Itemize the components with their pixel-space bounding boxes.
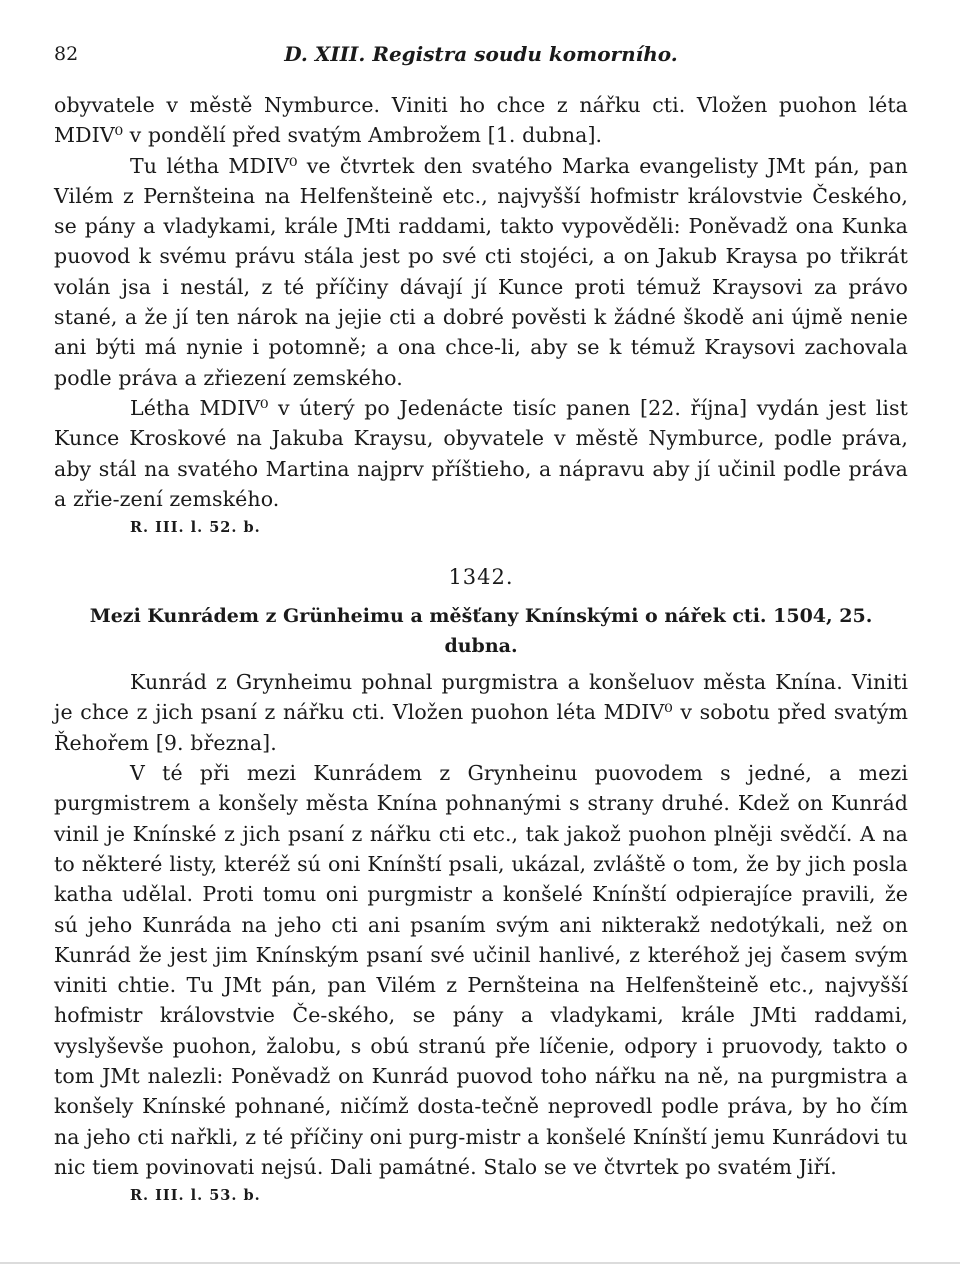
page-header <box>54 38 908 70</box>
entry-heading: Mezi Kunrádem z Grünheimu a měšťany Knínskými o nářek cti. 1504, 25. dubna. <box>89 605 873 658</box>
page-bottom-edge <box>0 1262 960 1264</box>
paragraph: obyvatele v městě Nymburce. Viniti ho chce z nářku cti. Vložen puohon léta MDIV⁰ v pondělí před svatým Ambrožem [1. dubna]. <box>54 93 908 148</box>
paragraph: V té při mezi Kunrádem z Grynheinu puovodem s jedné, a mezi purgmistrem a konšely města Knína pohnanými s strany druhé. Kdež on Kunrád vinil je Knínské z jich psaní z nářku cti etc., tak jakož puohon plněji svědčí. A na to některé listy, kteréž sú oni Knínští psali, ukázal, zvláště o tom, že by jich posla katha udělal. Proti tomu oni purgmistr a konšelé Knínští odpierajíce pravili, že sú jeho Kunráda na jeho cti ani psaním svým ani nikterakž nedotýkali, než on Kunrád že jest jim Knínským psaní své učinil hanlivé, z kteréhož jej časem svým viniti chtie. Tu JMt pán, pan Vilém z Pernšteina na Helfenšteině etc., najvyšší hofmistr královstvie Če-ského, se pány a vladykami, krále JMti raddami, vyslyševše puohon, žalobu, s obú stranú pře líčenie, odpory i pruovody, takto o tom JMt nalezli: Poněvadž on Kunrád puovod toho nářku na ně, na purgmistra a konšely Knínské pohnané, ničímž dosta-tečně neprovedl podle práva, by ho čím na jeho cti nařkli, z té příčiny oni purg-mistr a konšelé Knínští jemu Kunrádovi tu nic tiem povinovati nejsú. Dali památné. Stalo se ve čtvrtek po svatém Jiří. <box>54 761 908 1179</box>
running-title: D. XIII. Registra soudu komorního. <box>284 42 678 66</box>
source-reference: R. III. l. 52. b. <box>130 519 261 537</box>
entry-number: 1342. <box>448 565 514 590</box>
paragraph: Kunrád z Grynheimu pohnal purgmistra a konšeluov města Knína. Viniti je chce z jich psaní z nářku cti. Vložen puohon léta MDIV⁰ v sobotu před svatým Řehořem [9. března]. <box>54 670 908 755</box>
page-number: 82 <box>54 43 79 65</box>
entry-1341-continuation <box>54 90 908 539</box>
paragraph: Tu létha MDIV⁰ ve čtvrtek den svatého Marka evangelisty JMt pán, pan Vilém z Pernšteina na Helfenšteině etc., najvyšší hofmistr královstvie Českého, se pány a vladykami, krále JMti raddami, takto vypověděli: Poněvadž ona Kunka puovod k svému právu stála jest po své cti stojéci, a on Jakub Kraysa po třikrát volán jsa i nestál, z té příčiny dávají jí Kunce proti témuž Kraysovi za právo stané, a že jí ten nárok na jejie cti a dobré pověsti k žádné škodě ani újmě nenie ani býti má nynie i potomně; a ona chce-li, aby se k témuž Kraysovi zachovala podle práva a zřiezení zemského. <box>54 153 908 390</box>
page-body <box>54 90 908 1207</box>
entry-1342 <box>54 561 908 1207</box>
paragraph: Létha MDIV⁰ v úterý po Jedenácte tisíc panen [22. října] vydán jest list Kunce Kroskové na Jakuba Kraysu, obyvatele v městě Nymburce, podle práva, aby stál na svatého Martina najprv příštieho, a nápravu aby jí učinil podle práva a zřie-zení zemského. <box>54 395 908 511</box>
source-reference: R. III. l. 53. b. <box>130 1187 261 1205</box>
